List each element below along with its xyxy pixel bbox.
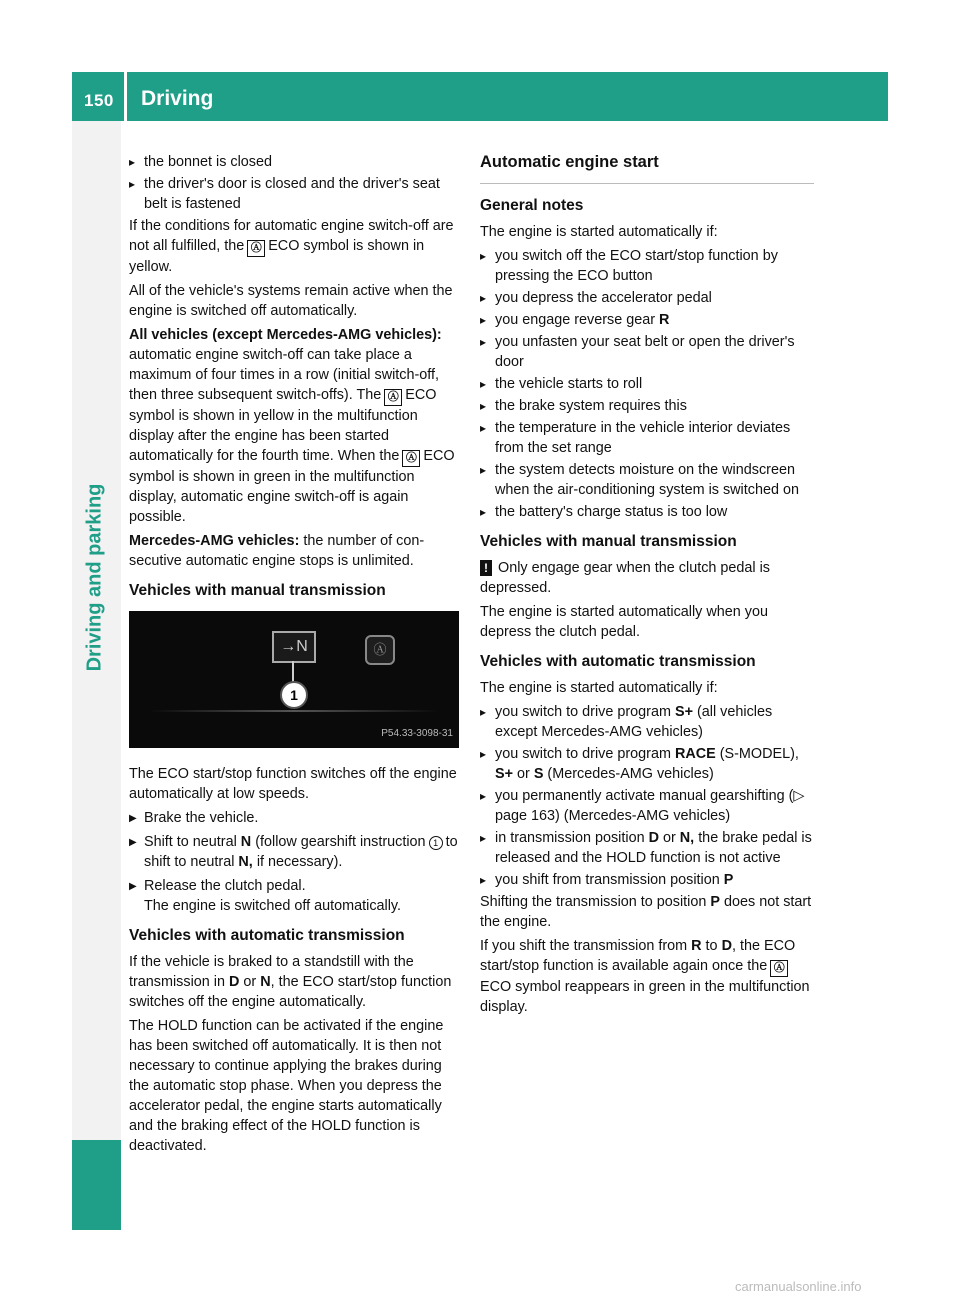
paragraph: The ECO start/stop function switches off the engine automatically at low speeds. <box>129 766 457 802</box>
left-column <box>129 152 460 1160</box>
display-figure <box>129 611 459 748</box>
list-item: ▸ you unfasten your seat belt or open the driver's door <box>480 332 814 372</box>
paragraph: The engine is started automatically if: <box>480 224 718 240</box>
side-chapter-label <box>75 442 115 712</box>
bold-text: S+ <box>674 704 693 720</box>
list-item: ▸ the bonnet is closed <box>129 152 460 172</box>
list-item: ▸ the brake system requires this <box>480 396 814 416</box>
list-item <box>480 828 814 868</box>
bold-text: S <box>533 766 544 782</box>
list-item: ▸ the vehicle starts to roll <box>480 374 814 394</box>
bold-text: All vehicles (except Mercedes-AMG vehicles): <box>129 327 442 343</box>
text: Release the clutch pedal. <box>144 878 306 894</box>
warning-icon: ! <box>480 560 492 576</box>
header-divider <box>124 72 127 121</box>
list-item: ▸ the temperature in the vehicle interior deviates from the set range <box>480 418 814 458</box>
page-ref-arrow-icon: ▷ <box>793 788 805 804</box>
list-item <box>480 310 814 330</box>
paragraph: All of the vehicle's systems remain active when the engine is switched off automatically. <box>129 283 453 319</box>
text: you permanently activate manual gearshifting ( <box>495 788 794 804</box>
side-chapter-text: Driving and parking <box>83 483 106 671</box>
paragraph <box>129 216 460 277</box>
text: page 163) (Mercedes-AMG vehicles) <box>495 808 731 824</box>
step-item <box>129 876 460 916</box>
paragraph <box>129 325 460 527</box>
text: (follow gearshift instruction <box>255 834 426 850</box>
bold-text: N, <box>679 830 695 846</box>
text: you shift from transmission position <box>495 872 720 888</box>
text: does not start the engine. <box>480 894 812 930</box>
bold-text: N, <box>238 854 253 870</box>
text: the brake pedal is released and the HOLD function is not active <box>495 830 812 866</box>
list-item <box>480 870 814 890</box>
list-item: ▸ you switch off the ECO start/stop function by pressing the ECO button <box>480 246 814 286</box>
section-title: Driving <box>141 87 214 110</box>
paragraph <box>480 936 814 1017</box>
bold-text: P <box>723 872 734 888</box>
neutral-indicator-icon: →N <box>272 631 316 663</box>
text: Only engage gear when the clutch pedal is depressed. <box>480 560 771 596</box>
watermark: carmanualsonline.info <box>735 1279 862 1294</box>
warning-note <box>480 558 814 598</box>
bold-text: R <box>659 312 670 328</box>
paragraph <box>129 531 460 571</box>
bold-text: P <box>710 894 720 910</box>
list-item: ▸ the battery's charge status is too low <box>480 502 814 522</box>
bold-text: R <box>691 938 702 954</box>
text: or <box>662 830 676 846</box>
paragraph: The engine is started automatically if: <box>480 680 718 696</box>
text: ECO symbol is shown in yellow in the multifunction display after the engine has been started automatically for the fourth time. When the <box>129 387 437 464</box>
step-item: ▶ Brake the vehicle. <box>129 808 460 828</box>
text: to shift to neutral <box>144 834 458 870</box>
bold-text: D <box>228 974 240 990</box>
bold-text: Mercedes-AMG vehicles: <box>129 533 300 549</box>
text: ECO symbol is shown in green in the multifunction display, automatic engine switch-off is again possible. <box>129 448 455 525</box>
text: ECO symbol reappears in green in the multifunction display. <box>480 979 810 1015</box>
paragraph: The engine is started automatically when you depress the clutch pedal. <box>480 604 768 640</box>
bold-text: D <box>721 938 732 954</box>
eco-icon: Ⓐ <box>247 240 265 257</box>
bold-text: D <box>648 830 659 846</box>
side-tab-marker <box>72 1140 121 1230</box>
paragraph <box>480 892 814 932</box>
paragraph <box>129 952 460 1012</box>
figure-code: P54.33-3098-31 <box>381 728 453 739</box>
page-number: 150 <box>84 91 114 110</box>
text: (all vehicles except Mercedes-AMG vehicles) <box>495 704 773 740</box>
text: the number of consecutive automatic engine stops is unlimited. <box>129 533 425 569</box>
text: Shifting the transmission to position <box>480 894 707 910</box>
text: or <box>243 974 257 990</box>
bold-text: RACE <box>674 746 716 762</box>
step-item <box>129 832 460 872</box>
heading-general-notes: General notes <box>480 197 584 214</box>
eco-indicator-icon: Ⓐ <box>365 635 395 665</box>
text: If the conditions for automatic engine switch-off are not all fulfilled, the <box>129 218 454 254</box>
text: you switch to drive program <box>495 746 671 762</box>
text: , the ECO start/stop function switches off the engine automatically. <box>129 974 452 1010</box>
heading-manual-transmission: Vehicles with manual transmission <box>129 582 386 599</box>
list-item: ▸ the system detects moisture on the windscreen when the air-conditioning system is switched on <box>480 460 814 500</box>
display-baseline <box>149 710 439 712</box>
text: you engage reverse gear <box>495 312 656 328</box>
text: to <box>705 938 718 954</box>
heading-automatic-engine-start: Automatic engine start <box>480 152 814 184</box>
paragraph: The HOLD function can be activated if the engine has been switched off automatically. It is then not necessary to continue applying the brakes during the automatic stop phase. When you depress the accelerator pedal, the engine starts automatically and the braking effect of the HOLD function is deactivated. <box>129 1018 444 1154</box>
right-column <box>480 152 814 1021</box>
bold-text: N <box>240 834 252 850</box>
callout-number: 1 <box>280 681 308 709</box>
list-item <box>480 786 814 826</box>
text: The engine is switched off automatically. <box>144 898 402 914</box>
eco-icon: Ⓐ <box>384 389 402 406</box>
bold-text: S+ <box>495 766 514 782</box>
text: ECO symbol is shown in yellow. <box>129 238 425 275</box>
text: If the vehicle is braked to a standstill with the transmission in <box>129 954 414 990</box>
list-item <box>480 702 814 742</box>
list-item <box>480 744 814 784</box>
text: (S-MODEL), <box>719 746 799 762</box>
heading-manual-transmission: Vehicles with manual transmission <box>480 533 737 550</box>
text: or <box>517 766 530 782</box>
list-item: ▸ the driver's door is closed and the driver's seat belt is fastened <box>129 174 460 214</box>
text: you switch to drive program <box>495 704 671 720</box>
list-item: ▸ you depress the accelerator pedal <box>480 288 814 308</box>
heading-automatic-transmission: Vehicles with automatic transmission <box>129 927 405 944</box>
eco-icon: Ⓐ <box>402 450 420 467</box>
text: , the ECO start/stop function is available again once the <box>480 938 796 974</box>
text: If you shift the transmission from <box>480 938 688 954</box>
text: in transmission position <box>495 830 645 846</box>
text: (Mercedes-AMG vehicles) <box>547 766 714 782</box>
bold-text: N <box>260 974 271 990</box>
callout-ref-icon: 1 <box>429 836 443 850</box>
text: automatic engine switch-off can take place a maximum of four times in a row (initial switch-off, then three subsequent switch-offs). The <box>129 347 440 403</box>
heading-automatic-transmission: Vehicles with automatic transmission <box>480 653 756 670</box>
text: if necessary). <box>256 854 343 870</box>
text: Shift to neutral <box>144 834 237 850</box>
eco-icon: Ⓐ <box>770 960 788 977</box>
